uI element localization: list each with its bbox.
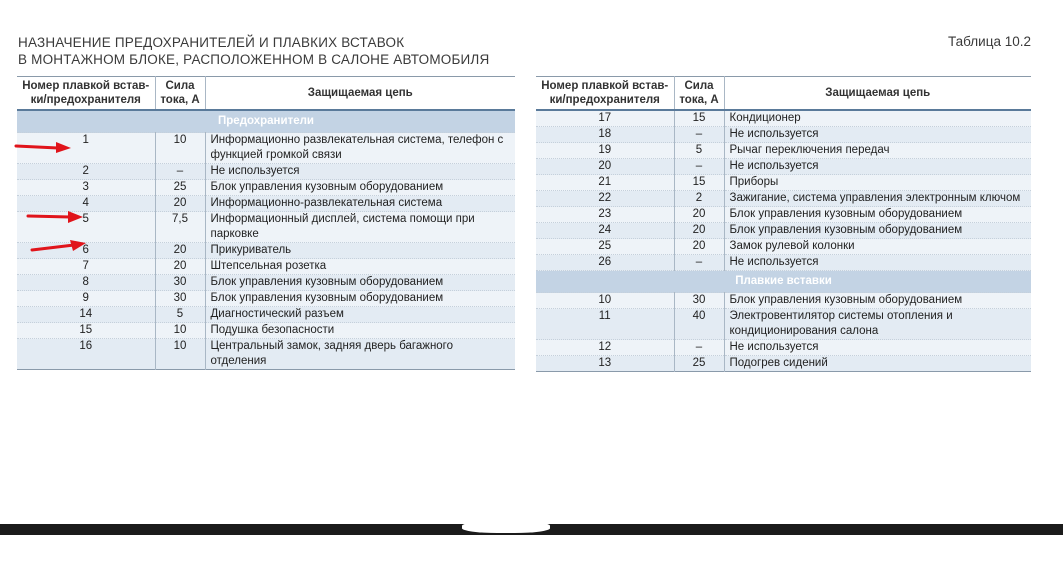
table-row: 14 5 Диагностический разъем (17, 307, 515, 323)
table-row: 17 15 Кондиционер (536, 110, 1031, 127)
red-arrow-icon (14, 141, 72, 153)
table-row: 9 30 Блок управления кузовным оборудованием (17, 291, 515, 307)
page-title (18, 34, 489, 68)
title-line-2: В МОНТАЖНОМ БЛОКЕ, РАСПОЛОЖЕННОМ В САЛОНЕ АВТОМОБИЛЯ (18, 52, 490, 67)
header-current: Сила тока, А (155, 77, 205, 111)
table-row: 22 2 Зажигание, система управления электронным ключом (536, 191, 1031, 207)
table-row: 2 – Не используется (17, 164, 515, 180)
table-row: 5 7,5 Информационный дисплей, система помощи при парковке (17, 212, 515, 243)
table-row: 23 20 Блок управления кузовным оборудованием (536, 207, 1031, 223)
header-circuit: Защищаемая цепь (724, 77, 1031, 111)
table-row: 20 – Не используется (536, 159, 1031, 175)
header-number: Номер плавкой встав-ки/предохранителя (536, 77, 674, 111)
section-fuses: Предохранители (17, 110, 515, 133)
table-row: 10 30 Блок управления кузовным оборудованием (536, 293, 1031, 309)
table-row: 8 30 Блок управления кузовным оборудованием (17, 275, 515, 291)
header-circuit: Защищаемая цепь (205, 77, 515, 111)
table-row: 21 15 Приборы (536, 175, 1031, 191)
table-row: 13 25 Подогрев сидений (536, 356, 1031, 372)
bottom-divider-gap (462, 521, 550, 533)
header-current: Сила тока, А (674, 77, 724, 111)
table-row: 15 10 Подушка безопасности (17, 323, 515, 339)
table-row: 24 20 Блок управления кузовным оборудованием (536, 223, 1031, 239)
table-row: 11 40 Электровентилятор системы отопления и кондиционирования салона (536, 309, 1031, 340)
table-row: 16 10 Центральный замок, задняя дверь багажного отделения (17, 339, 515, 370)
fuse-table-left (17, 76, 515, 370)
table-row: 25 20 Замок рулевой колонки (536, 239, 1031, 255)
table-row: 19 5 Рычаг переключения передач (536, 143, 1031, 159)
table-row: 1 10 Информационно развлекательная система, телефон с функцией громкой связи (17, 133, 515, 164)
red-arrow-icon (30, 240, 88, 252)
table-row: 3 25 Блок управления кузовным оборудованием (17, 180, 515, 196)
table-row: 4 20 Информационно-развлекательная система (17, 196, 515, 212)
header-number: Номер плавкой встав-ки/предохранителя (17, 77, 155, 111)
table-row: 6 20 Прикуриватель (17, 243, 515, 259)
table-row: 18 – Не используется (536, 127, 1031, 143)
table-row: 26 – Не используется (536, 255, 1031, 271)
table-number: Таблица 10.2 (948, 34, 1031, 49)
red-arrow-icon (26, 211, 84, 223)
title-line-1: НАЗНАЧЕНИЕ ПРЕДОХРАНИТЕЛЕЙ И ПЛАВКИХ ВСТАВОК (18, 35, 405, 50)
fuse-table-right (536, 76, 1031, 372)
table-row: 7 20 Штепсельная розетка (17, 259, 515, 275)
section-fusible-links: Плавкие вставки (536, 271, 1031, 293)
table-row: 12 – Не используется (536, 340, 1031, 356)
